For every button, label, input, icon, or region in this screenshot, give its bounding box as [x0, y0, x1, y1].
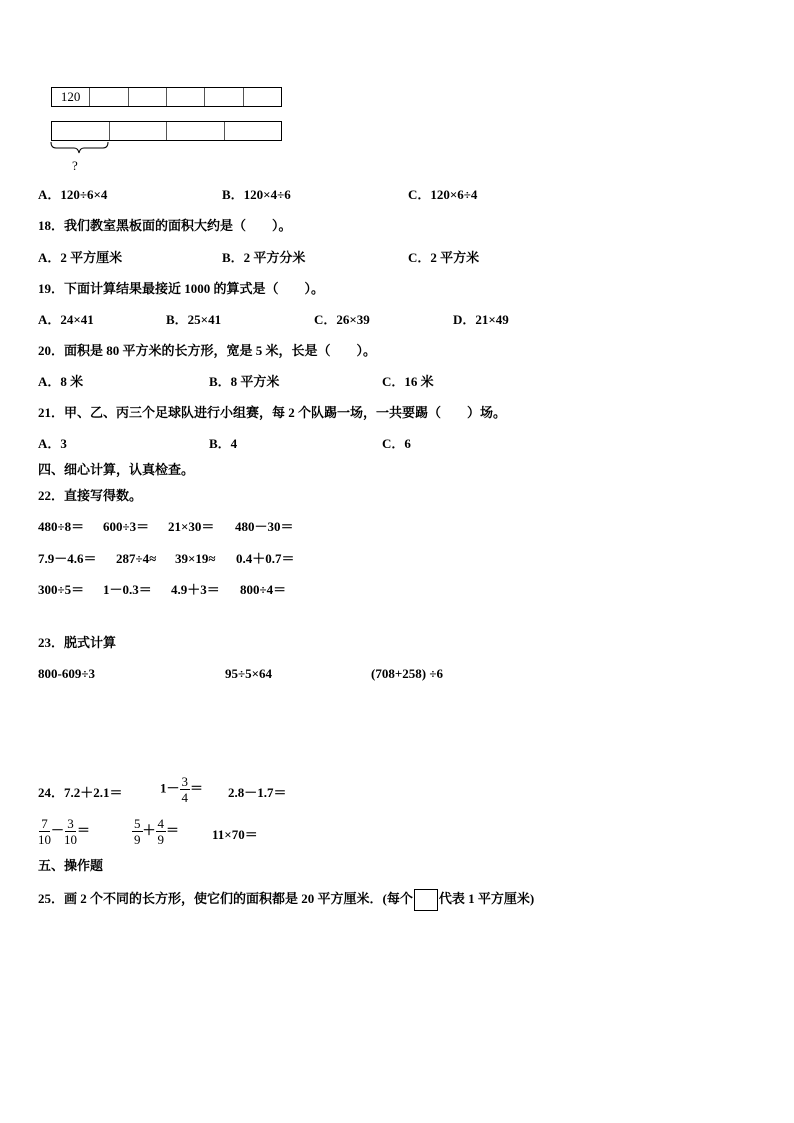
q21-stem: 21．甲、乙、丙三个足球队进行小组赛，每 2 个队踢一场，一共要踢（ ）场。 — [38, 405, 507, 420]
section-4-heading: 四、细心计算，认真检查。 — [38, 462, 195, 477]
q20-option-b: B．8 平方米 — [209, 374, 280, 389]
calc-item: 7.2＋2.1＝ — [64, 785, 123, 800]
fraction — [38, 816, 51, 847]
q18-option-c: C．2 平方米 — [408, 250, 480, 265]
calc-item: 2.8－1.7＝ — [228, 785, 287, 800]
unit-square-icon — [414, 889, 438, 911]
bar-cell: 120 — [52, 88, 90, 106]
calc-item: 287÷4≈ — [116, 551, 157, 566]
q17-option-a: A．120÷6×4 — [38, 187, 108, 202]
q23-item: 95÷5×64 — [225, 666, 273, 681]
calc-item: 11×70＝ — [212, 827, 258, 842]
brace-icon — [50, 140, 112, 160]
bar-cell — [110, 122, 168, 140]
q25-stem — [38, 889, 534, 911]
calc-item: 0.4＋0.7＝ — [236, 551, 295, 566]
q21-option-c: C．6 — [382, 436, 411, 451]
bar-cell — [52, 122, 110, 140]
question-mark: ? — [72, 158, 78, 173]
section-5-heading: 五、操作题 — [38, 858, 104, 873]
q19-option-d: D．21×49 — [453, 312, 509, 327]
q20-stem: 20．面积是 80 平方米的长方形，宽是 5 米，长是（ ）。 — [38, 343, 377, 358]
calc-item: 21×30＝ — [168, 519, 215, 534]
fraction — [64, 816, 77, 847]
numerator: 4 — [157, 816, 165, 831]
numerator: 3 — [181, 774, 189, 789]
calc-text: － — [51, 822, 65, 838]
bottom-bar-diagram — [51, 121, 282, 141]
q19-stem: 19．下面计算结果最接近 1000 的算式是（ ）。 — [38, 281, 325, 296]
denominator: 10 — [64, 832, 78, 847]
denominator: 10 — [38, 832, 51, 847]
calc-text: ＝ — [77, 822, 91, 838]
q23-item: 800-609÷3 — [38, 666, 95, 681]
bar-cell — [90, 88, 128, 106]
q24-label: 24． — [38, 785, 65, 800]
q17-option-b: B．120×4÷6 — [222, 187, 291, 202]
bar-cell — [167, 88, 205, 106]
bar-cell — [167, 122, 225, 140]
denominator: 4 — [181, 790, 189, 805]
q23-stem: 23．脱式计算 — [38, 635, 117, 650]
q25-text: 25．画 2 个不同的长方形，使它们的面积都是 20 平方厘米．(每个 — [38, 890, 413, 906]
calc-item: 600÷3＝ — [103, 519, 150, 534]
calc-text: 1－ — [160, 780, 180, 796]
q21-option-a: A．3 — [38, 436, 67, 451]
calc-item — [160, 774, 203, 805]
calc-item: 800÷4＝ — [240, 582, 287, 597]
calc-item: 1－0.3＝ — [103, 582, 152, 597]
q24-row1 — [38, 785, 123, 801]
bar-cell — [205, 88, 243, 106]
numerator: 5 — [134, 816, 141, 831]
q19-option-c: C．26×39 — [314, 312, 370, 327]
q23-item: (708+258) ÷6 — [371, 666, 443, 681]
q18-option-b: B．2 平方分米 — [222, 250, 306, 265]
calc-item: 39×19≈ — [175, 551, 216, 566]
q19-option-b: B．25×41 — [166, 312, 222, 327]
calc-item: 480÷8＝ — [38, 519, 85, 534]
calc-item: 300÷5＝ — [38, 582, 85, 597]
fraction — [180, 774, 191, 805]
calc-item: 480－30＝ — [235, 519, 294, 534]
fraction — [156, 816, 167, 847]
calc-item — [38, 816, 90, 847]
q17-option-c: C．120×6÷4 — [408, 187, 478, 202]
calc-item: 7.9－4.6＝ — [38, 551, 97, 566]
denominator: 9 — [134, 832, 141, 847]
bar-cell — [225, 122, 282, 140]
fraction — [132, 816, 143, 847]
q21-option-b: B．4 — [209, 436, 238, 451]
numerator: 7 — [41, 816, 48, 831]
q18-option-a: A．2 平方厘米 — [38, 250, 123, 265]
numerator: 3 — [67, 816, 74, 831]
calc-item — [132, 816, 179, 847]
q18-stem: 18．我们教室黑板面的面积大约是（ ）。 — [38, 218, 292, 233]
q25-text: 代表 1 平方厘米) — [438, 890, 535, 906]
bar-cell — [244, 88, 281, 106]
top-bar-diagram — [51, 87, 282, 107]
calc-text: ＋ — [142, 822, 156, 838]
q20-option-c: C．16 米 — [382, 374, 434, 389]
q20-option-a: A．8 米 — [38, 374, 84, 389]
calc-text: ＝ — [190, 780, 204, 796]
q22-stem: 22．直接写得数。 — [38, 488, 143, 503]
q19-option-a: A．24×41 — [38, 312, 94, 327]
calc-text: ＝ — [166, 822, 180, 838]
denominator: 9 — [157, 832, 165, 847]
bar-cell — [129, 88, 167, 106]
calc-item: 4.9＋3＝ — [171, 582, 220, 597]
